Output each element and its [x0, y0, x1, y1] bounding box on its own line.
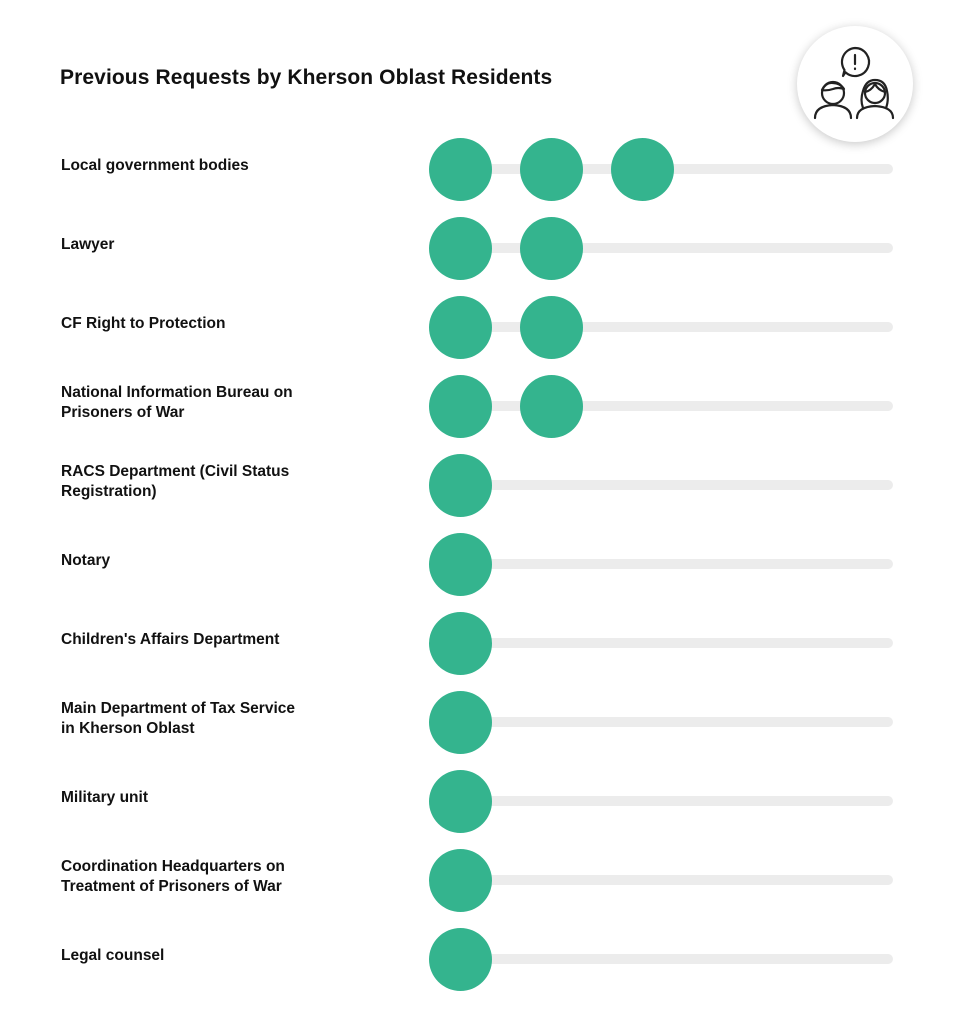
request-dot: [429, 612, 492, 675]
row-label: Coordination Headquarters on Treatment of Prisoners of War: [61, 858, 285, 895]
row-label: Main Department of Tax Service in Kherson Oblast: [61, 700, 296, 737]
row-label: Notary: [61, 552, 111, 569]
row-track: [460, 875, 893, 885]
request-dot: [429, 375, 492, 438]
row-track: [460, 559, 893, 569]
request-dot: [429, 533, 492, 596]
request-dot: [429, 849, 492, 912]
request-dot: [429, 217, 492, 280]
row-track: [460, 638, 893, 648]
row-track: [460, 480, 893, 490]
row-label: Lawyer: [61, 236, 115, 253]
request-dot: [429, 296, 492, 359]
chart-title: Previous Requests by Kherson Oblast Residents: [60, 66, 553, 89]
row-label: Children's Affairs Department: [61, 631, 280, 648]
row-label: Legal counsel: [61, 947, 165, 964]
request-dot: [520, 375, 583, 438]
request-dot: [429, 454, 492, 517]
row-label: RACS Department (Civil Status Registration): [61, 463, 290, 500]
request-dot: [429, 138, 492, 201]
request-dot: [429, 691, 492, 754]
row-track: [460, 717, 893, 727]
row-track: [460, 954, 893, 964]
request-dot: [520, 296, 583, 359]
row-track: [460, 796, 893, 806]
request-dot: [611, 138, 674, 201]
row-label: CF Right to Protection: [61, 315, 226, 332]
row-label: Local government bodies: [61, 157, 249, 174]
row-label: Military unit: [61, 789, 148, 806]
request-dot: [520, 138, 583, 201]
request-dot: [520, 217, 583, 280]
request-dot: [429, 928, 492, 991]
row-label: National Information Bureau on Prisoners of War: [61, 384, 293, 421]
request-dot: [429, 770, 492, 833]
